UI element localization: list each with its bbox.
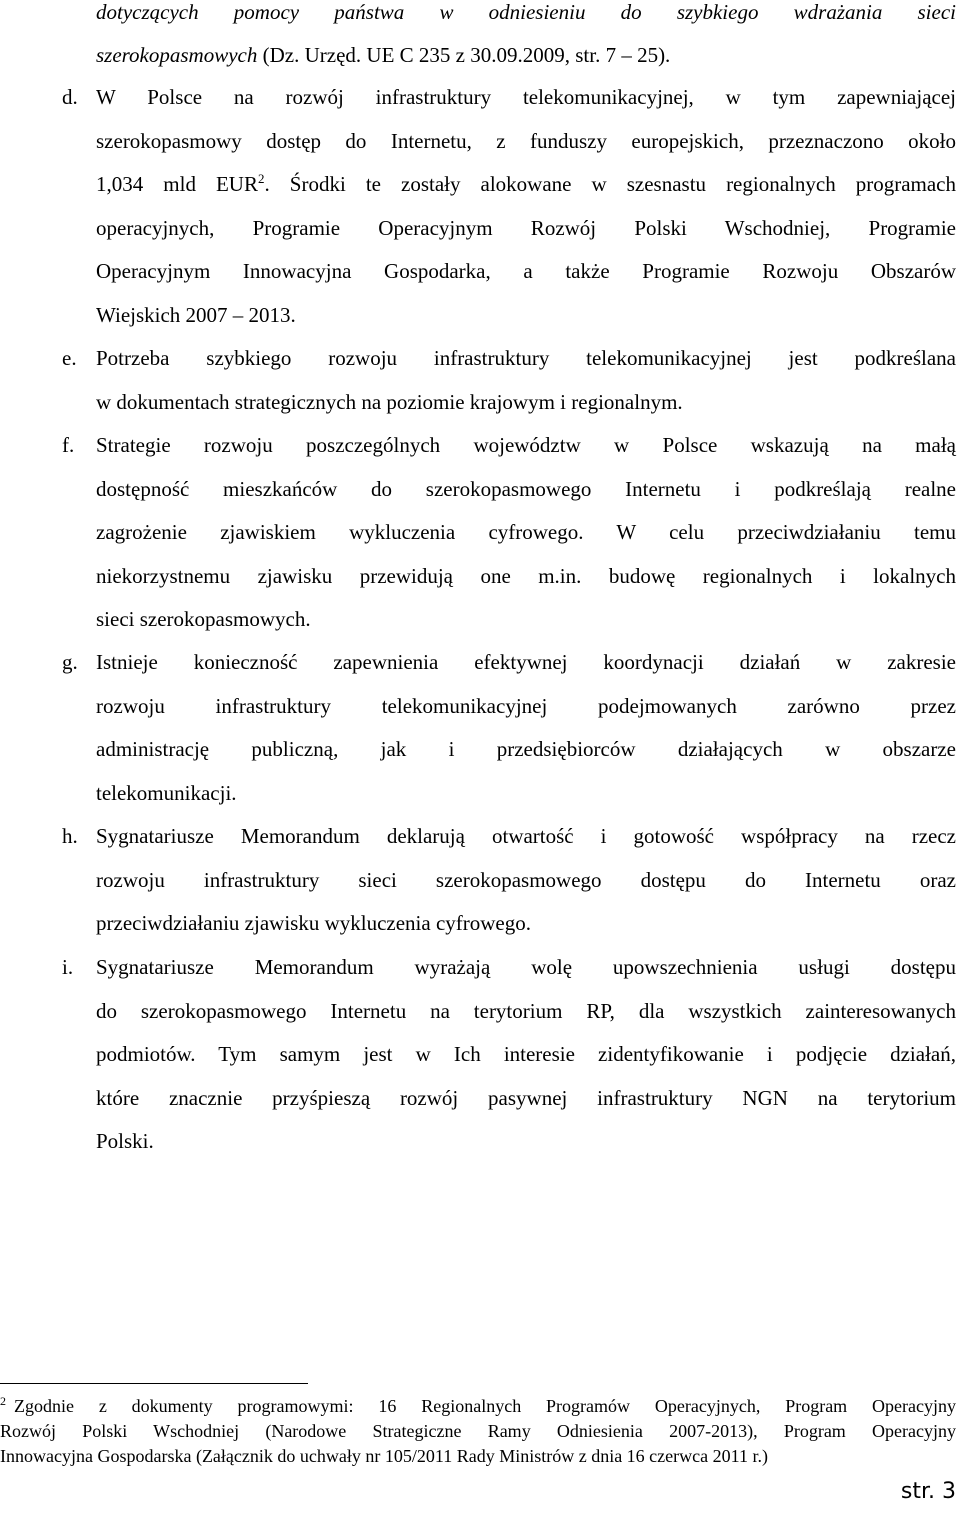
amount-text: 1,034 mld EUR	[96, 172, 258, 196]
list-item-line: podmiotów. Tym samym jest w Ich interesie zidentyfikowanie i podjęcie działań,	[96, 1042, 956, 1066]
footnote-reference[interactable]: 2	[258, 171, 265, 186]
list-item-letter: i.	[62, 955, 74, 979]
list-item-line: Sygnatariusze Memorandum wyrażają wolę upowszechnienia usługi dostępu	[96, 955, 956, 979]
list-item-line	[96, 163, 956, 207]
list-item-body	[96, 946, 956, 1164]
list-item-letter: h.	[62, 824, 78, 848]
list-item-line: W Polsce na rozwój infrastruktury telekomunikacyjnej, w tym zapewniającej	[96, 85, 956, 109]
list-item-letter: f.	[62, 433, 75, 457]
list-item-line: które znacznie przyśpieszą rozwój pasywnej infrastruktury NGN na terytorium	[96, 1085, 956, 1110]
footnote-number: 2	[0, 1394, 6, 1408]
list-item-body	[96, 424, 956, 642]
footnote-line-text: Zgodnie z dokumenty programowymi: 16 Regionalnych Programów Operacyjnych, Program Operacyjny	[14, 1396, 956, 1416]
list-item-line: zagrożenie zjawiskiem wykluczenia cyfrowego. W celu przeciwdziałaniu temu	[96, 520, 956, 544]
continuation-line-1: dotyczących pomocy państwa w odniesieniu do szybkiego wdrażania sieci	[96, 0, 956, 24]
page-number: str. 3	[900, 1479, 956, 1504]
list-item-line: Sygnatariusze Memorandum deklarują otwartość i gotowość współpracy na rzecz	[96, 824, 956, 848]
list-item-line: przeciwdziałaniu zjawisku wykluczenia cyfrowego.	[96, 911, 531, 935]
footnote	[0, 1394, 956, 1469]
list-item-line: Polski.	[96, 1129, 154, 1153]
list-item-g	[62, 641, 956, 815]
list-item-line: Potrzeba szybkiego rozwoju infrastruktury telekomunikacyjnej jest podkreślana	[96, 346, 956, 370]
list-item-line: Operacyjnym Innowacyjna Gospodarka, a także Programie Rozwoju Obszarów	[96, 259, 956, 283]
list-item-h	[62, 815, 956, 946]
list-item-line: operacyjnych, Programie Operacyjnym Rozwój Polski Wschodniej, Programie	[96, 215, 956, 240]
continuation-line-2-italic: szerokopasmowych	[96, 43, 258, 67]
footnote-line: Rozwój Polski Wschodniej (Narodowe Strategiczne Ramy Odniesienia 2007-2013), Program Operacyjny	[0, 1421, 956, 1441]
list-item-body	[96, 337, 956, 424]
footnote-divider	[0, 1383, 308, 1384]
list-item-line: rozwoju infrastruktury telekomunikacyjnej podejmowanych zarówno przez	[96, 693, 956, 718]
continuation-line-2-rest: (Dz. Urzęd. UE C 235 z 30.09.2009, str. 7 – 25).	[257, 43, 671, 67]
list-item-line: sieci szerokopasmowych.	[96, 607, 311, 631]
list-item-line: Wiejskich 2007 – 2013.	[96, 302, 296, 327]
list-item-letter: d.	[62, 85, 78, 109]
footnote-line	[0, 1394, 956, 1419]
list-item-line: szerokopasmowy dostęp do Internetu, z funduszy europejskich, przeznaczono około	[96, 128, 956, 153]
list-item-d	[62, 76, 956, 337]
list-item-line: w dokumentach strategicznych na poziomie krajowym i regionalnym.	[96, 389, 683, 414]
list-item-line: Strategie rozwoju poszczególnych województw w Polsce wskazują na małą	[96, 433, 956, 457]
list-item-line: rozwoju infrastruktury sieci szerokopasmowego dostępu do Internetu oraz	[96, 867, 956, 892]
list-item-e	[62, 337, 956, 424]
list-item-letter: e.	[62, 346, 77, 370]
continuation-line-2	[96, 43, 956, 67]
list-item-body	[96, 641, 956, 815]
list-item-line: do szerokopasmowego Internetu na terytorium RP, dla wszystkich zainteresowanych	[96, 998, 956, 1023]
list-item-line-rest: . Środki te zostały alokowane w szesnastu regionalnych programach	[264, 172, 957, 196]
list-item-line: telekomunikacji.	[96, 780, 237, 805]
list-item-letter: g.	[62, 650, 78, 674]
list-item-line: Istnieje konieczność zapewnienia efektywnej koordynacji działań w zakresie	[96, 650, 956, 674]
list-item-line: niekorzystnemu zjawisku przewidują one m.in. budowę regionalnych i lokalnych	[96, 563, 956, 588]
footnote-line: Innowacyjna Gospodarska (Załącznik do uchwały nr 105/2011 Rady Ministrów z dnia 16 czerwca 2011 r.)	[0, 1446, 768, 1466]
list-item-line: administrację publiczną, jak i przedsiębiorców działających w obszarze	[96, 737, 956, 761]
list-item-i	[62, 946, 956, 1164]
list-item-body	[96, 76, 956, 337]
list-item-body	[96, 815, 956, 946]
list-item-line: dostępność mieszkańców do szerokopasmowego Internetu i podkreślają realne	[96, 476, 956, 501]
list-item-f	[62, 424, 956, 642]
